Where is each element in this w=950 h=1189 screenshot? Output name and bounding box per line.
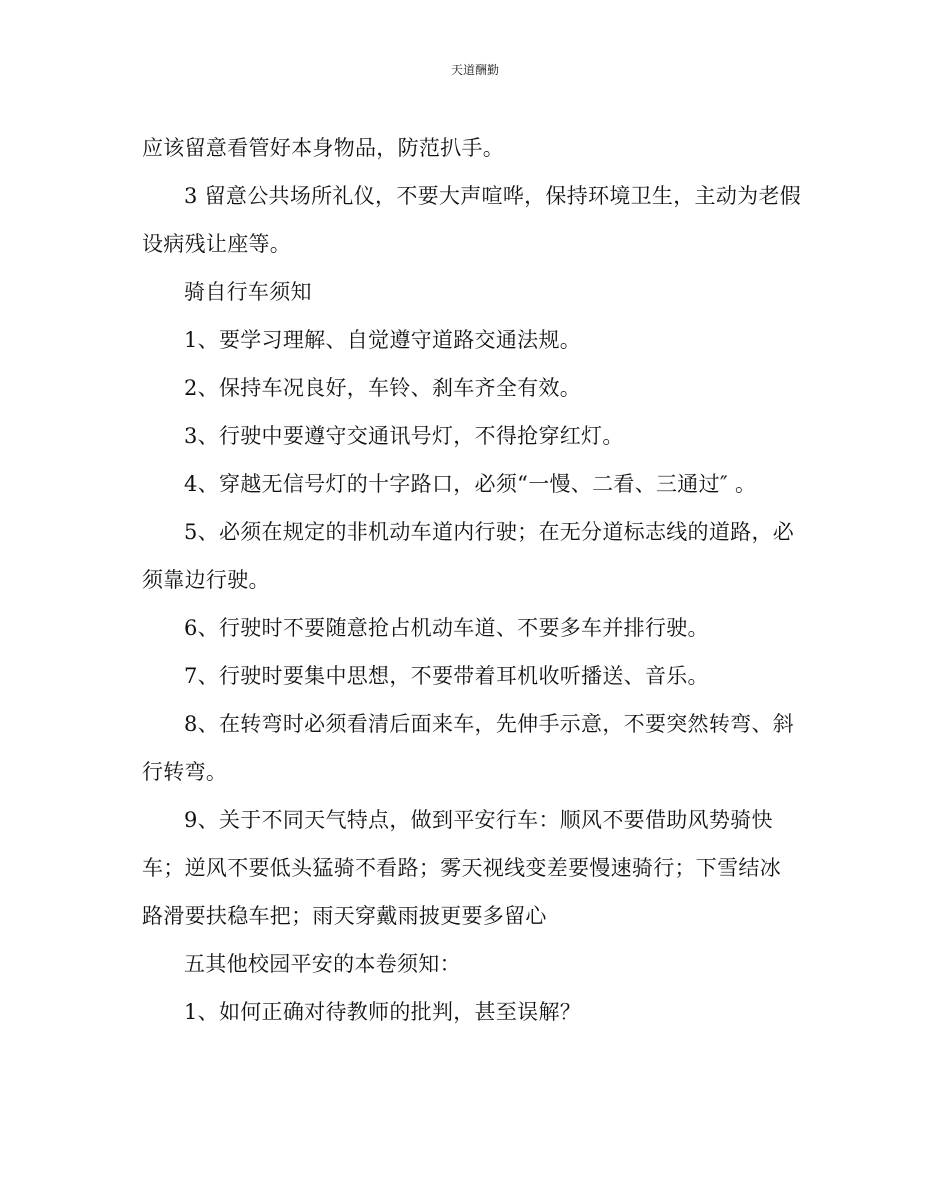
list-item: 9、关于不同天气特点，做到平安行车：顺风不要借助风势骑快 bbox=[184, 808, 773, 832]
paragraph-line: 应该留意看管好本身物品，防范扒手。 bbox=[142, 136, 505, 160]
list-item-continuation: 须靠边行驶。 bbox=[142, 568, 270, 592]
list-item: 4、穿越无信号灯的十字路口，必须“一慢、二看、三通过″ 。 bbox=[184, 472, 757, 496]
paragraph-line: 3 留意公共场所礼仪，不要大声喧哗，保持环境卫生，主动为老假 bbox=[184, 184, 802, 208]
list-item: 6、行驶时不要随意抢占机动车道、不要多车并排行驶。 bbox=[184, 616, 709, 640]
paragraph-line: 设病残让座等。 bbox=[142, 232, 292, 256]
document-body bbox=[142, 124, 812, 1036]
section-heading: 五其他校园平安的本卷须知： bbox=[184, 952, 461, 976]
list-item: 2、保持车况良好，车铃、刹车齐全有效。 bbox=[184, 376, 582, 400]
list-item-continuation: 路滑要扶稳车把；雨天穿戴雨披更要多留心 bbox=[142, 904, 547, 928]
list-item: 7、行驶时要集中思想，不要带着耳机收听播送、音乐。 bbox=[184, 664, 709, 688]
list-item-continuation: 车；逆风不要低头猛骑不看路；雾天视线变差要慢速骑行；下雪结冰 bbox=[142, 856, 781, 880]
list-item: 3、行驶中要遵守交通讯号灯，不得抢穿红灯。 bbox=[184, 424, 624, 448]
list-item: 1、如何正确对待教师的批判，甚至误解？ bbox=[184, 1000, 582, 1024]
list-item-continuation: 行转弯。 bbox=[142, 760, 228, 784]
section-heading: 骑自行车须知 bbox=[184, 280, 312, 304]
list-item: 8、在转弯时必须看清后面来车，先伸手示意，不要突然转弯、斜 bbox=[184, 712, 795, 736]
list-item: 1、要学习理解、自觉遵守道路交通法规。 bbox=[184, 328, 582, 352]
list-item: 5、必须在规定的非机动车道内行驶；在无分道标志线的道路，必 bbox=[184, 520, 795, 544]
page-header: 天道酬勤 bbox=[450, 63, 499, 77]
